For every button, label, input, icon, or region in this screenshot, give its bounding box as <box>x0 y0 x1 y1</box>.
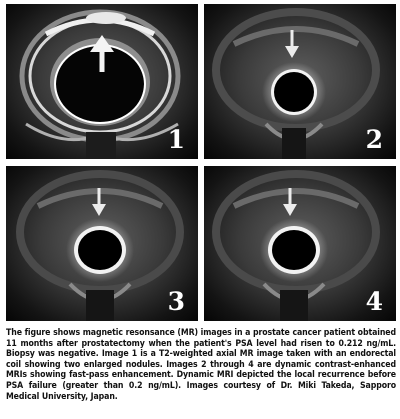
image-number-2: 2 <box>365 125 383 154</box>
image-number-1: 1 <box>167 125 185 154</box>
mri-panel-1 <box>6 4 198 159</box>
mri-panel-4 <box>204 166 396 321</box>
mri-panel-3 <box>6 166 198 321</box>
figure-caption: The figure shows magnetic resonsance (MR) images in a prostate cancer patient obtained 11 months after prostatectomy when the patient's PSA level had risen to 0.212 ng/mL. Biopsy was negative. Image 1 is a T2-weighted axial MR image taken with an endorectal coil showing two enlarged nodules. Images 2 through 4 are dynamic contrast-enhanced MRIs showing fast-pass enhancement. Dynamic MRI depicted the local recurrence before PSA failure (greater than 0.2 ng/mL). Images courtesy of Dr. Miki Takeda, Sapporo Medical University, Japan. <box>6 328 396 402</box>
image-number-3: 3 <box>167 287 185 316</box>
image-number-4: 4 <box>365 287 383 316</box>
mri-panel-2 <box>204 4 396 159</box>
